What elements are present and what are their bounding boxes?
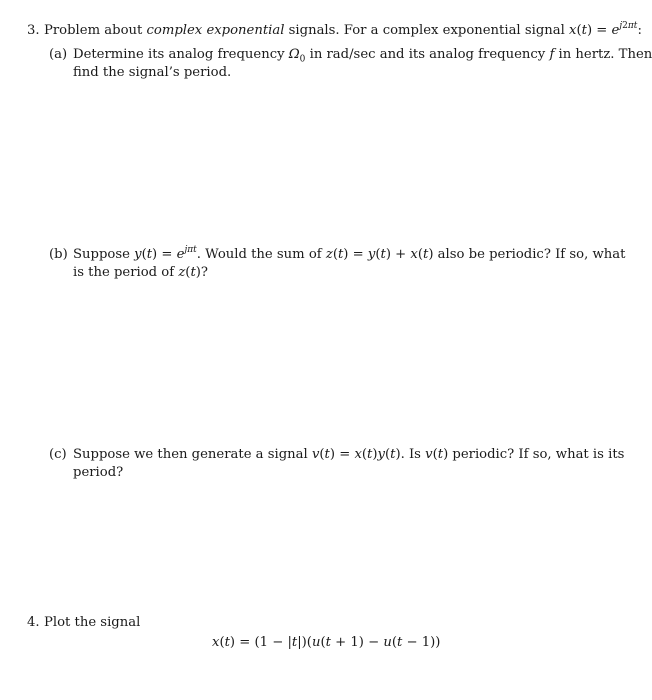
intro-suffix: :: [637, 23, 642, 38]
signal-x-definition: $x(t) = e^{j2\pi t}$: [569, 20, 638, 38]
part-c-line1: Suppose we then generate a signal v(t) = x(t)y(t). Is v(t) periodic? If so, what is its: [73, 447, 625, 462]
problem-4-equation: x(t) = (1 − |t|)(u(t + 1) − u(t − 1)): [212, 635, 441, 650]
part-a-label: (a): [49, 47, 68, 62]
part-b-label: (b): [49, 247, 68, 262]
intro-prefix: Problem about: [44, 23, 147, 38]
problem-3-intro: [44, 22, 642, 39]
part-c-line2: period?: [73, 465, 124, 480]
part-c-label: (c): [49, 447, 67, 462]
intro-topic: complex exponential: [146, 23, 285, 38]
problem-3-number: 3.: [27, 23, 40, 38]
problem-4-text: Plot the signal: [44, 615, 141, 630]
part-a-line2: find the signal’s period.: [73, 65, 232, 80]
part-a-line1: Determine its analog frequency $\Omega_0$ in rad/sec and its analog frequency f in hertz. Then: [73, 47, 652, 65]
problem-4-number: 4.: [27, 615, 40, 630]
part-b-line2: is the period of z(t)?: [73, 265, 208, 280]
part-b-line1: Suppose $y(t) = e^{j\pi t}$. Would the sum of z(t) = y(t) + x(t) also be periodic? If so, what: [73, 244, 626, 262]
intro-middle: signals. For a complex exponential signal: [284, 23, 570, 38]
